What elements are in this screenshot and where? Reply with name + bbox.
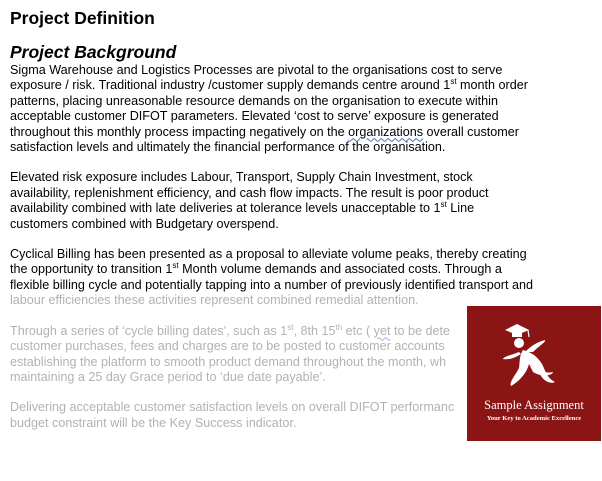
graduate-figure-icon: [467, 306, 601, 398]
section-heading: Project Background: [10, 42, 177, 62]
paragraph-line: Elevated risk exposure includes Labour, Transport, Supply Chain Investment, stock: [10, 170, 473, 185]
watermark-brand: Sample Assignment: [484, 398, 584, 412]
paragraph-cyclical-billing: [10, 247, 595, 309]
paragraph-line: budget constraint will be the Key Success indicator.: [10, 415, 297, 430]
paragraph-line: maintaining a 25 day Grace period to ‘due date payable’.: [10, 369, 326, 384]
paragraph-line: acceptable customer DIFOT parameters. Elevated ‘cost to serve’ exposure is generated: [10, 109, 499, 124]
paragraph-line: exposure / risk. Traditional industry /customer supply demands centre around 1st month order: [10, 77, 528, 93]
paragraph-line: availability combined with late deliveries at tolerance levels unacceptable to 1st Line: [10, 200, 475, 216]
paragraph-line: labour efficiencies these activities represent combined remedial attention.: [10, 293, 419, 308]
paragraph-line: patterns, placing unreasonable resource demands on the organisation to execute within: [10, 93, 498, 108]
paragraph-line: customer purchases, fees and charges are to be posted to customer accounts: [10, 339, 445, 354]
paragraph-line: customers combined with Budgetary overspend.: [10, 216, 279, 231]
spellcheck-underlined-word: yet: [373, 323, 391, 338]
paragraph-line: availability, replenishment efficiency, and cash flow impacts. The result is poor product: [10, 185, 489, 200]
paragraph-line: throughout this monthly process impacting negatively on the organizations overall customer: [10, 124, 519, 139]
paragraph-line: Cyclical Billing has been presented as a proposal to alleviate volume peaks, thereby creating: [10, 247, 527, 262]
spellcheck-underlined-word: organizations: [348, 124, 424, 139]
paragraph-line: establishing the platform to smooth product demand throughout the month, wh: [10, 354, 447, 369]
sample-assignment-watermark: [467, 306, 601, 441]
paragraph-project-background: [10, 63, 595, 155]
paragraph-risk-exposure: [10, 170, 595, 232]
paragraph-line: satisfaction levels and ultimately the financial performance of the organisation.: [10, 140, 446, 155]
watermark-tagline: Your Key to Academic Excellence: [486, 415, 582, 422]
document-title: Project Definition: [10, 8, 155, 28]
paragraph-line: Sigma Warehouse and Logistics Processes are pivotal to the organisations cost to serve: [10, 63, 503, 77]
paragraph-line: Delivering acceptable customer satisfaction levels on overall DIFOT performanc: [10, 400, 455, 415]
paragraph-line: flexible billing cycle and potentially tapping into a number of previously identified transport and: [10, 277, 533, 292]
paragraph-line: the opportunity to transition 1st Month volume demands and associated costs. Through a: [10, 261, 502, 277]
paragraph-line: Through a series of ‘cycle billing dates’, such as 1st, 8th 15th etc ( yet to be dete: [10, 322, 450, 338]
